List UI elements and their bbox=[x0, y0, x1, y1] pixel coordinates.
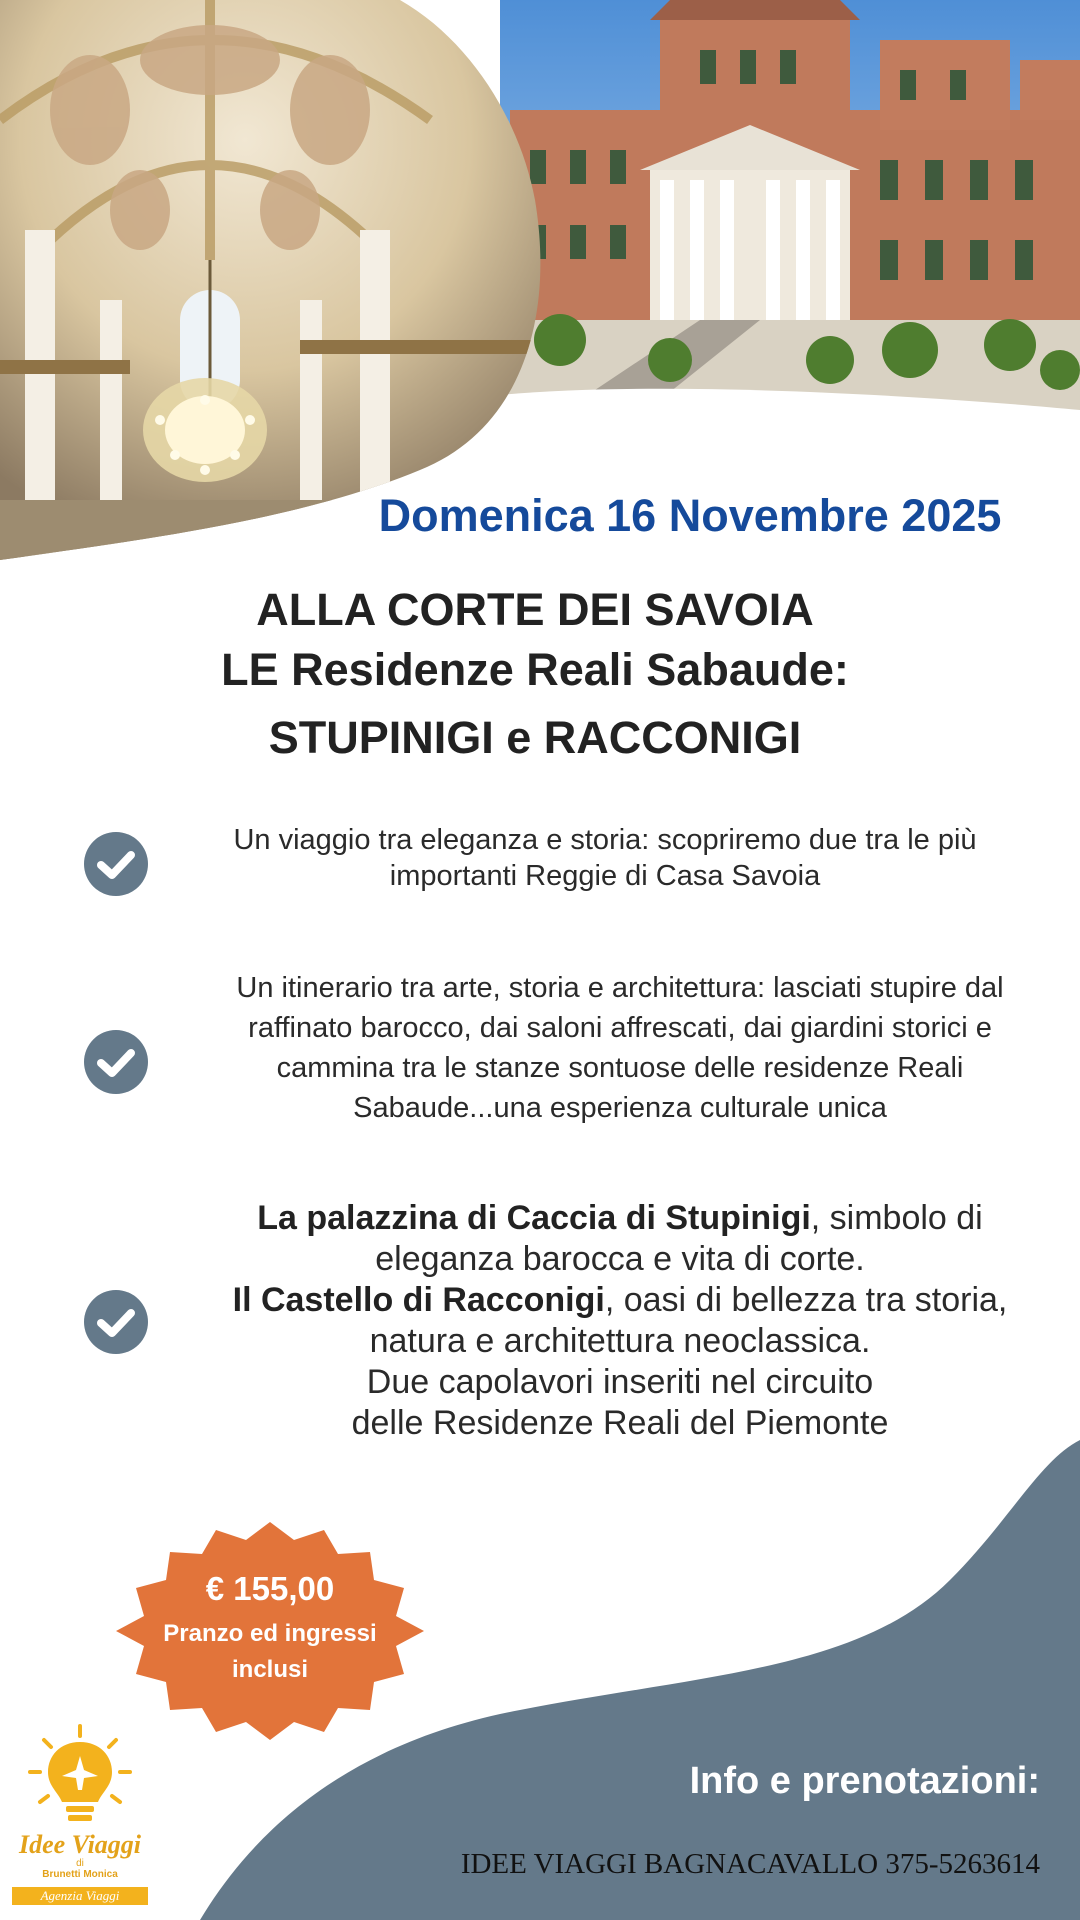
logo-brand: Idee Viaggi bbox=[18, 1830, 142, 1859]
bullet-3-text bbox=[180, 1198, 1060, 1444]
agency-contact: IDEE VIAGGI BAGNACAVALLO 375-5263614 bbox=[460, 1848, 1040, 1880]
check-circle-icon bbox=[84, 1290, 148, 1354]
bullet-3-line3 bbox=[180, 1280, 1060, 1321]
palace-exterior-photo bbox=[500, 0, 1080, 410]
bullet-2-text bbox=[190, 968, 1050, 1128]
bullet-3-line2: eleganza barocca e vita di corte. bbox=[375, 1240, 865, 1278]
bullet-2-line3: cammina tra le stanze sontuose delle residenze Reali bbox=[276, 1052, 964, 1084]
stupinigi-desc: , simbolo di bbox=[810, 1199, 983, 1237]
bullet-3-line5: Due capolavori inseriti nel circuito bbox=[366, 1363, 874, 1401]
info-title: Info e prenotazioni: bbox=[689, 1760, 1040, 1802]
price-note-line2: inclusi bbox=[231, 1656, 309, 1683]
event-title-line1: ALLA CORTE DEI SAVOIA bbox=[256, 584, 814, 635]
event-title-line2: LE Residenze Reali Sabaude: bbox=[221, 644, 849, 695]
logo-owner: Brunetti Monica bbox=[42, 1869, 118, 1880]
racconigi-desc: , oasi di bellezza tra storia, bbox=[604, 1281, 1008, 1319]
bullet-3-line1 bbox=[180, 1198, 1060, 1239]
bullet-2-line1: Un itinerario tra arte, storia e architettura: lasciati stupire dal bbox=[236, 972, 1004, 1004]
bullet-1-line2: importanti Reggie di Casa Savoia bbox=[389, 860, 821, 892]
check-circle-icon bbox=[84, 832, 148, 896]
lightbulb-plane-icon bbox=[10, 1720, 150, 1830]
event-date: Domenica 16 Novembre 2025 bbox=[378, 490, 1002, 541]
bullet-1-line1: Un viaggio tra eleganza e storia: scopriremo due tra le più bbox=[233, 824, 977, 856]
bullet-3-line6: delle Residenze Reali del Piemonte bbox=[351, 1404, 889, 1442]
stupinigi-name: La palazzina di Caccia di Stupinigi bbox=[257, 1199, 811, 1237]
bullet-2-line4: Sabaude...una esperienza culturale unica bbox=[353, 1092, 887, 1124]
bullet-2-line2: raffinato barocco, dai saloni affrescati, dai giardini storici e bbox=[248, 1012, 992, 1044]
bullet-3-line4: natura e architettura neoclassica. bbox=[369, 1322, 871, 1360]
baroque-interior-photo bbox=[0, 0, 545, 560]
price-note-line1: Pranzo ed ingressi bbox=[163, 1620, 377, 1647]
racconigi-name: Il Castello di Racconigi bbox=[232, 1281, 605, 1319]
check-circle-icon bbox=[84, 1030, 148, 1094]
logo-di: di bbox=[76, 1858, 84, 1869]
event-title-line3: STUPINIGI e RACCONIGI bbox=[268, 712, 802, 763]
logo-tagline: Agenzia Viaggi bbox=[12, 1887, 148, 1905]
bullet-1-text bbox=[165, 822, 1045, 894]
agency-logo bbox=[10, 1720, 150, 1915]
price-amount: € 155,00 bbox=[205, 1570, 335, 1607]
